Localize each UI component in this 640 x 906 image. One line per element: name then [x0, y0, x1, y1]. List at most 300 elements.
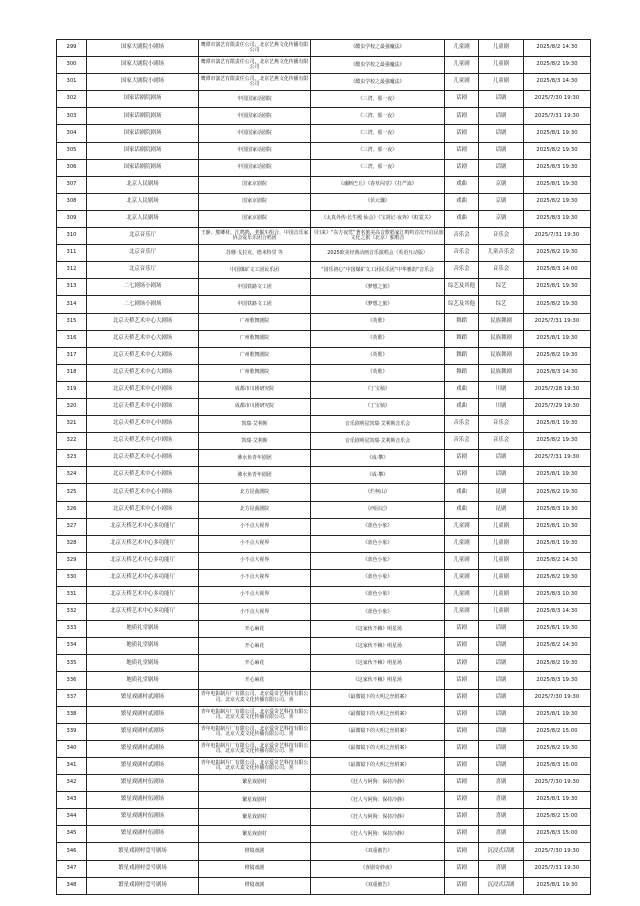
- genre-cell: 昆剧: [479, 501, 524, 518]
- table-row: [57, 860, 591, 877]
- venue-cell: 北京天桥艺术中心多功能厅: [87, 604, 199, 621]
- organizer-cell: 繁星戏剧村: [199, 809, 311, 826]
- program-title-cell: 《烂柯山》: [311, 484, 445, 501]
- show-time-cell: 2025/7/28 19:30: [524, 381, 591, 398]
- program-title-cell: 《三湾，那一夜》: [311, 125, 445, 142]
- category-cell: 话剧: [445, 108, 479, 125]
- venue-cell: 繁星戏剧村贰剧场: [87, 689, 199, 706]
- category-cell: 儿童剧: [445, 569, 479, 586]
- category-cell: 戏曲: [445, 210, 479, 227]
- row-number-cell: 345: [57, 826, 87, 843]
- organizer-cell: 北方昆曲剧院: [199, 484, 311, 501]
- show-time-cell: 2025/8/2 19:30: [524, 57, 591, 74]
- organizer-cell: 繁星戏剧村: [199, 775, 311, 792]
- category-cell: 话剧: [445, 638, 479, 655]
- row-number-cell: 341: [57, 757, 87, 774]
- category-cell: 戏曲: [445, 484, 479, 501]
- program-title-cell: 《双重被告》: [311, 877, 445, 894]
- table-row: [57, 40, 591, 57]
- venue-cell: 国家大剧院小剧场: [87, 74, 199, 91]
- organizer-cell: 苏珊·戈拉克、德米特里 等: [199, 245, 311, 262]
- table-row: [57, 569, 591, 586]
- venue-cell: 繁星戏剧村伍剧场: [87, 809, 199, 826]
- category-cell: 话剧: [445, 740, 479, 757]
- organizer-cell: 凯瑞·艾利斯: [199, 416, 311, 433]
- table-row: [57, 621, 591, 638]
- venue-cell: 地质礼堂剧场: [87, 621, 199, 638]
- row-number-cell: 330: [57, 569, 87, 586]
- organizer-cell: 广州歌舞剧院: [199, 313, 311, 330]
- table-row: [57, 245, 591, 262]
- row-number-cell: 335: [57, 655, 87, 672]
- row-number-cell: 329: [57, 552, 87, 569]
- show-time-cell: 2025/8/3 14:00: [524, 262, 591, 279]
- genre-cell: 儿童剧: [479, 40, 524, 57]
- category-cell: 话剧: [445, 125, 479, 142]
- category-cell: 儿童剧: [445, 40, 479, 57]
- genre-cell: 民族舞剧: [479, 347, 524, 364]
- venue-cell: 北京天桥艺术中心小剧场: [87, 450, 199, 467]
- table-row: [57, 330, 591, 347]
- show-time-cell: 2025/7/30 19:30: [524, 843, 591, 860]
- organizer-cell: 开心麻花: [199, 672, 311, 689]
- program-title-cell: 《狂人与阿狗：保持冷静》: [311, 775, 445, 792]
- organizer-cell: 凯瑞·艾利斯: [199, 433, 311, 450]
- category-cell: 话剧: [445, 467, 479, 484]
- venue-cell: 繁星戏剧村壹号剧场: [87, 877, 199, 894]
- genre-cell: 喜剧: [479, 775, 524, 792]
- category-cell: 儿童剧: [445, 57, 479, 74]
- table-row: [57, 279, 591, 296]
- genre-cell: 话剧: [479, 740, 524, 757]
- category-cell: 戏曲: [445, 176, 479, 193]
- organizer-cell: 成都市川剧研究院: [199, 398, 311, 415]
- category-cell: 话剧: [445, 450, 479, 467]
- show-time-cell: 2025/7/31 19:30: [524, 108, 591, 125]
- organizer-cell: 广州歌舞剧院: [199, 364, 311, 381]
- show-time-cell: 2025/8/1 10:30: [524, 518, 591, 535]
- show-time-cell: 2025/8/2 19:30: [524, 296, 591, 313]
- organizer-cell: 广州歌舞剧院: [199, 330, 311, 347]
- row-number-cell: 303: [57, 108, 87, 125]
- organizer-cell: 国家京剧院: [199, 193, 311, 210]
- row-number-cell: 309: [57, 210, 87, 227]
- row-number-cell: 327: [57, 518, 87, 535]
- program-title-cell: 《蓝色小象》: [311, 587, 445, 604]
- venue-cell: 繁星戏剧村壹号剧场: [87, 843, 199, 860]
- table-row: [57, 142, 591, 159]
- show-time-cell: 2025/8/3 19:30: [524, 210, 591, 227]
- program-title-cell: 《这家伙不赖》明星场: [311, 621, 445, 638]
- program-title-cell: 《蓝色小象》: [311, 518, 445, 535]
- show-time-cell: 2025/8/1 19:30: [524, 706, 591, 723]
- genre-cell: 京剧: [479, 210, 524, 227]
- organizer-cell: 橙镜戏剧: [199, 843, 311, 860]
- table-row: [57, 159, 591, 176]
- category-cell: 戏曲: [445, 398, 479, 415]
- show-time-cell: 2025/8/2 19:30: [524, 433, 591, 450]
- program-title-cell: 《丁宝桢》: [311, 381, 445, 398]
- row-number-cell: 316: [57, 330, 87, 347]
- category-cell: 话剧: [445, 860, 479, 877]
- category-cell: 音乐会: [445, 262, 479, 279]
- row-number-cell: 326: [57, 501, 87, 518]
- show-time-cell: 2025/7/29 19:30: [524, 398, 591, 415]
- program-title-cell: 《归来》“东方夜莺”著名旅美高音歌唱家江鸣鸣首次开启民族文化之旅（北京）独唱音: [311, 228, 445, 245]
- program-title-cell: 《魂断巴丘》《春草闯堂》《打严嵩》: [311, 176, 445, 193]
- venue-cell: 北京音乐厅: [87, 228, 199, 245]
- organizer-cell: 开心麻花: [199, 621, 311, 638]
- program-title-cell: 音乐剧明星凯瑞·艾利斯音乐会: [311, 433, 445, 450]
- venue-cell: 北京天桥艺术中心小剧场: [87, 501, 199, 518]
- organizer-cell: 广州歌舞剧院: [199, 347, 311, 364]
- program-title-cell: 《狂人与阿狗：保持冷静》: [311, 826, 445, 843]
- program-title-cell: 《成·攀》: [311, 450, 445, 467]
- table-row: [57, 228, 591, 245]
- program-title-cell: 《喜剧奇妙夜》: [311, 860, 445, 877]
- program-title-cell: 音乐剧明星凯瑞·艾利斯音乐会: [311, 416, 445, 433]
- table-row: [57, 638, 591, 655]
- row-number-cell: 328: [57, 535, 87, 552]
- show-time-cell: 2025/8/3 14:30: [524, 604, 591, 621]
- table-row: [57, 672, 591, 689]
- category-cell: 话剧: [445, 826, 479, 843]
- program-title-cell: 《这家伙不赖》明星场: [311, 638, 445, 655]
- venue-cell: 北京天桥艺术中心多功能厅: [87, 569, 199, 586]
- genre-cell: 昆剧: [479, 484, 524, 501]
- table-row: [57, 706, 591, 723]
- venue-cell: 繁星戏剧村伍剧场: [87, 792, 199, 809]
- genre-cell: 话剧: [479, 757, 524, 774]
- category-cell: 话剧: [445, 809, 479, 826]
- genre-cell: 儿童剧: [479, 569, 524, 586]
- program-title-cell: 《梦想之旅》: [311, 296, 445, 313]
- table-row: [57, 792, 591, 809]
- table-row: [57, 740, 591, 757]
- show-time-cell: 2025/8/2 14:30: [524, 638, 591, 655]
- genre-cell: 音乐会: [479, 228, 524, 245]
- genre-cell: 话剧: [479, 450, 524, 467]
- organizer-cell: 青年电影制片厂有限公司、北京爱奇艺科技有限公司、北京大麦文化传播有限公司、喜: [199, 757, 311, 774]
- genre-cell: 儿童剧: [479, 587, 524, 604]
- genre-cell: 音乐会: [479, 262, 524, 279]
- row-number-cell: 344: [57, 809, 87, 826]
- show-time-cell: 2025/8/2 19:30: [524, 193, 591, 210]
- table-row: [57, 125, 591, 142]
- venue-cell: 二七剧场小剧场: [87, 296, 199, 313]
- genre-cell: 儿童剧: [479, 74, 524, 91]
- table-body: [57, 40, 591, 895]
- row-number-cell: 323: [57, 450, 87, 467]
- show-time-cell: 2025/8/2 14:30: [524, 552, 591, 569]
- organizer-cell: 青年电影制片厂有限公司、北京爱奇艺科技有限公司、北京大麦文化传播有限公司、喜: [199, 689, 311, 706]
- program-title-cell: 《蓝色小象》: [311, 535, 445, 552]
- venue-cell: 北京天桥艺术中心小剧场: [87, 484, 199, 501]
- show-time-cell: 2025/8/3 10:30: [524, 587, 591, 604]
- show-time-cell: 2025/8/3 19:30: [524, 672, 591, 689]
- row-number-cell: 299: [57, 40, 87, 57]
- category-cell: 话剧: [445, 775, 479, 792]
- program-title-cell: 《蓝色小象》: [311, 569, 445, 586]
- program-title-cell: 《酷虫学校之最强魔法》: [311, 40, 445, 57]
- organizer-cell: 青年电影制片厂有限公司、北京爱奇艺科技有限公司、北京大麦文化传播有限公司、喜: [199, 723, 311, 740]
- venue-cell: 国家大剧院小剧场: [87, 40, 199, 57]
- show-time-cell: 2025/8/2 19:30: [524, 142, 591, 159]
- table-row: [57, 398, 591, 415]
- show-time-cell: 2025/8/1 19:30: [524, 621, 591, 638]
- program-title-cell: 《最微镜下的大明之丝绢案》: [311, 757, 445, 774]
- table-row: [57, 535, 591, 552]
- genre-cell: 民族舞剧: [479, 364, 524, 381]
- venue-cell: 国家话剧院剧场: [87, 159, 199, 176]
- genre-cell: 儿童剧: [479, 535, 524, 552]
- organizer-cell: 沸水鱼青年剧团: [199, 467, 311, 484]
- show-time-cell: 2025/7/31 19:30: [524, 450, 591, 467]
- category-cell: 舞蹈: [445, 330, 479, 347]
- venue-cell: 北京天桥艺术中心多功能厅: [87, 587, 199, 604]
- show-time-cell: 2025/8/1 19:30: [524, 877, 591, 894]
- genre-cell: 儿童剧: [479, 552, 524, 569]
- organizer-cell: 小不点大视界: [199, 535, 311, 552]
- venue-cell: 北京人民剧场: [87, 193, 199, 210]
- category-cell: 舞蹈: [445, 364, 479, 381]
- category-cell: 话剧: [445, 792, 479, 809]
- row-number-cell: 337: [57, 689, 87, 706]
- category-cell: 话剧: [445, 723, 479, 740]
- show-time-cell: 2025/8/1 19:30: [524, 467, 591, 484]
- program-title-cell: 《最微镜下的大明之丝绢案》: [311, 689, 445, 706]
- organizer-cell: 中国国家话剧院: [199, 142, 311, 159]
- table-row: [57, 57, 591, 74]
- table-row: [57, 809, 591, 826]
- venue-cell: 繁星戏剧村贰剧场: [87, 740, 199, 757]
- row-number-cell: 324: [57, 467, 87, 484]
- show-time-cell: 2025/7/31 19:30: [524, 860, 591, 877]
- venue-cell: 繁星戏剧村贰剧场: [87, 706, 199, 723]
- organizer-cell: 中国国家话剧院: [199, 91, 311, 108]
- organizer-cell: 北方昆曲剧院: [199, 501, 311, 518]
- genre-cell: 话剧: [479, 638, 524, 655]
- program-title-cell: 《西园记》: [311, 501, 445, 518]
- category-cell: 儿童剧: [445, 535, 479, 552]
- venue-cell: 地质礼堂剧场: [87, 655, 199, 672]
- program-title-cell: 2025欧美经典动画音乐演唱会（英语互动版）: [311, 245, 445, 262]
- program-title-cell: 《最微镜下的大明之丝绢案》: [311, 723, 445, 740]
- genre-cell: 话剧: [479, 689, 524, 706]
- table-row: [57, 313, 591, 330]
- show-time-cell: 2025/8/1 19:30: [524, 125, 591, 142]
- program-title-cell: 《狂人与阿狗：保持冷静》: [311, 792, 445, 809]
- genre-cell: 综艺: [479, 296, 524, 313]
- program-title-cell: 《蓝色小象》: [311, 552, 445, 569]
- organizer-cell: 小不点大视界: [199, 552, 311, 569]
- row-number-cell: 302: [57, 91, 87, 108]
- table-row: [57, 467, 591, 484]
- organizer-cell: 开心麻花: [199, 655, 311, 672]
- organizer-cell: 小不点大视界: [199, 604, 311, 621]
- program-title-cell: 《三湾，那一夜》: [311, 142, 445, 159]
- show-time-cell: 2025/7/31 19:30: [524, 228, 591, 245]
- show-time-cell: 2025/8/1 19:30: [524, 279, 591, 296]
- row-number-cell: 314: [57, 296, 87, 313]
- organizer-cell: 青年电影制片厂有限公司、北京爱奇艺科技有限公司、北京大麦文化传播有限公司、喜: [199, 706, 311, 723]
- organizer-cell: 国家京剧院: [199, 176, 311, 193]
- organizer-cell: 成都市川剧研究院: [199, 381, 311, 398]
- genre-cell: 沉浸式话剧: [479, 843, 524, 860]
- organizer-cell: 中国煤矿文工团民乐团: [199, 262, 311, 279]
- table-row: [57, 416, 591, 433]
- show-time-cell: 2025/8/2 19:30: [524, 347, 591, 364]
- show-time-cell: 2025/8/2 14:30: [524, 40, 591, 57]
- organizer-cell: 青年电影制片厂有限公司、北京爱奇艺科技有限公司、北京大麦文化传播有限公司、喜: [199, 740, 311, 757]
- venue-cell: 地质礼堂剧场: [87, 638, 199, 655]
- organizer-cell: 鹰潭市演艺有限责任公司、北京艺燕文化传播有限公司: [199, 57, 311, 74]
- genre-cell: 民族舞剧: [479, 313, 524, 330]
- category-cell: 舞蹈: [445, 347, 479, 364]
- genre-cell: 话剧: [479, 467, 524, 484]
- program-title-cell: 《双重被告》: [311, 843, 445, 860]
- row-number-cell: 322: [57, 433, 87, 450]
- show-time-cell: 2025/8/1 19:30: [524, 330, 591, 347]
- show-time-cell: 2025/8/1 19:30: [524, 416, 591, 433]
- venue-cell: 地质礼堂剧场: [87, 672, 199, 689]
- genre-cell: 话剧: [479, 91, 524, 108]
- genre-cell: 喜剧: [479, 826, 524, 843]
- genre-cell: 沉浸式话剧: [479, 877, 524, 894]
- category-cell: 话剧: [445, 91, 479, 108]
- table-row: [57, 655, 591, 672]
- category-cell: 音乐会: [445, 228, 479, 245]
- genre-cell: 话剧: [479, 108, 524, 125]
- row-number-cell: 305: [57, 142, 87, 159]
- row-number-cell: 343: [57, 792, 87, 809]
- program-title-cell: 《梦想之旅》: [311, 279, 445, 296]
- venue-cell: 北京天桥艺术中心中剧场: [87, 416, 199, 433]
- table-row: [57, 74, 591, 91]
- genre-cell: 喜剧: [479, 860, 524, 877]
- program-title-cell: 《最微镜下的大明之丝绢案》: [311, 706, 445, 723]
- table-row: [57, 108, 591, 125]
- program-title-cell: 《狂人与阿狗：保持冷静》: [311, 809, 445, 826]
- table-row: [57, 518, 591, 535]
- venue-cell: 北京天桥艺术中心大剧场: [87, 347, 199, 364]
- genre-cell: 话剧: [479, 655, 524, 672]
- category-cell: 话剧: [445, 142, 479, 159]
- row-number-cell: 346: [57, 843, 87, 860]
- venue-cell: 北京音乐厅: [87, 245, 199, 262]
- genre-cell: 话剧: [479, 672, 524, 689]
- row-number-cell: 311: [57, 245, 87, 262]
- category-cell: 话剧: [445, 672, 479, 689]
- program-title-cell: 《蓝色小象》: [311, 604, 445, 621]
- category-cell: 戏曲: [445, 193, 479, 210]
- program-title-cell: 《成·攀》: [311, 467, 445, 484]
- row-number-cell: 310: [57, 228, 87, 245]
- genre-cell: 儿童音乐会: [479, 245, 524, 262]
- venue-cell: 北京人民剧场: [87, 176, 199, 193]
- table-row: [57, 433, 591, 450]
- genre-cell: 川剧: [479, 398, 524, 415]
- row-number-cell: 308: [57, 193, 87, 210]
- table-row: [57, 843, 591, 860]
- genre-cell: 京剧: [479, 176, 524, 193]
- table-row: [57, 484, 591, 501]
- organizer-cell: 鹰潭市演艺有限责任公司、北京艺燕文化传播有限公司: [199, 74, 311, 91]
- table-row: [57, 826, 591, 843]
- table-row: [57, 757, 591, 774]
- organizer-cell: 小不点大视界: [199, 569, 311, 586]
- genre-cell: 儿童剧: [479, 518, 524, 535]
- row-number-cell: 320: [57, 398, 87, 415]
- genre-cell: 川剧: [479, 381, 524, 398]
- table-row: [57, 364, 591, 381]
- category-cell: 话剧: [445, 843, 479, 860]
- table-row: [57, 689, 591, 706]
- organizer-cell: 国家京剧院: [199, 210, 311, 227]
- genre-cell: 儿童剧: [479, 604, 524, 621]
- table-row: [57, 262, 591, 279]
- table-row: [57, 552, 591, 569]
- venue-cell: 北京天桥艺术中心多功能厅: [87, 518, 199, 535]
- genre-cell: 民族舞剧: [479, 330, 524, 347]
- program-title-cell: 《三湾，那一夜》: [311, 108, 445, 125]
- program-title-cell: 《三湾，那一夜》: [311, 159, 445, 176]
- row-number-cell: 319: [57, 381, 87, 398]
- organizer-cell: 中国铁路文工团: [199, 296, 311, 313]
- category-cell: 话剧: [445, 757, 479, 774]
- genre-cell: 喜剧: [479, 792, 524, 809]
- show-time-cell: 2025/8/3 15:00: [524, 757, 591, 774]
- genre-cell: 话剧: [479, 125, 524, 142]
- organizer-cell: 中国铁路文工团: [199, 279, 311, 296]
- row-number-cell: 336: [57, 672, 87, 689]
- organizer-cell: 中国国家话剧院: [199, 108, 311, 125]
- organizer-cell: 橙镜戏剧: [199, 860, 311, 877]
- venue-cell: 国家话剧院剧场: [87, 125, 199, 142]
- venue-cell: 北京天桥艺术中心多功能厅: [87, 552, 199, 569]
- category-cell: 话剧: [445, 655, 479, 672]
- show-time-cell: 2025/8/2 19:30: [524, 245, 591, 262]
- venue-cell: 国家话剧院剧场: [87, 142, 199, 159]
- table-row: [57, 347, 591, 364]
- show-time-cell: 2025/8/3 14:30: [524, 74, 591, 91]
- venue-cell: 北京人民剧场: [87, 210, 199, 227]
- category-cell: 儿童剧: [445, 587, 479, 604]
- venue-cell: 北京天桥艺术中心小剧场: [87, 467, 199, 484]
- table-row: [57, 450, 591, 467]
- venue-cell: 北京音乐厅: [87, 262, 199, 279]
- program-title-cell: 《伏元骤》: [311, 193, 445, 210]
- genre-cell: 儿童剧: [479, 57, 524, 74]
- row-number-cell: 301: [57, 74, 87, 91]
- organizer-cell: 鹰潭市演艺有限责任公司、北京艺燕文化传播有限公司: [199, 40, 311, 57]
- show-time-cell: 2025/8/1 19:30: [524, 792, 591, 809]
- program-title-cell: 《英歌》: [311, 330, 445, 347]
- category-cell: 话剧: [445, 706, 479, 723]
- category-cell: 话剧: [445, 877, 479, 894]
- row-number-cell: 334: [57, 638, 87, 655]
- venue-cell: 北京天桥艺术中心中剧场: [87, 398, 199, 415]
- table-row: [57, 501, 591, 518]
- organizer-cell: 中国国家话剧院: [199, 125, 311, 142]
- row-number-cell: 339: [57, 723, 87, 740]
- row-number-cell: 300: [57, 57, 87, 74]
- category-cell: 戏曲: [445, 381, 479, 398]
- table-row: [57, 210, 591, 227]
- genre-cell: 话剧: [479, 706, 524, 723]
- venue-cell: 北京天桥艺术中心中剧场: [87, 433, 199, 450]
- show-time-cell: 2025/8/2 15:00: [524, 723, 591, 740]
